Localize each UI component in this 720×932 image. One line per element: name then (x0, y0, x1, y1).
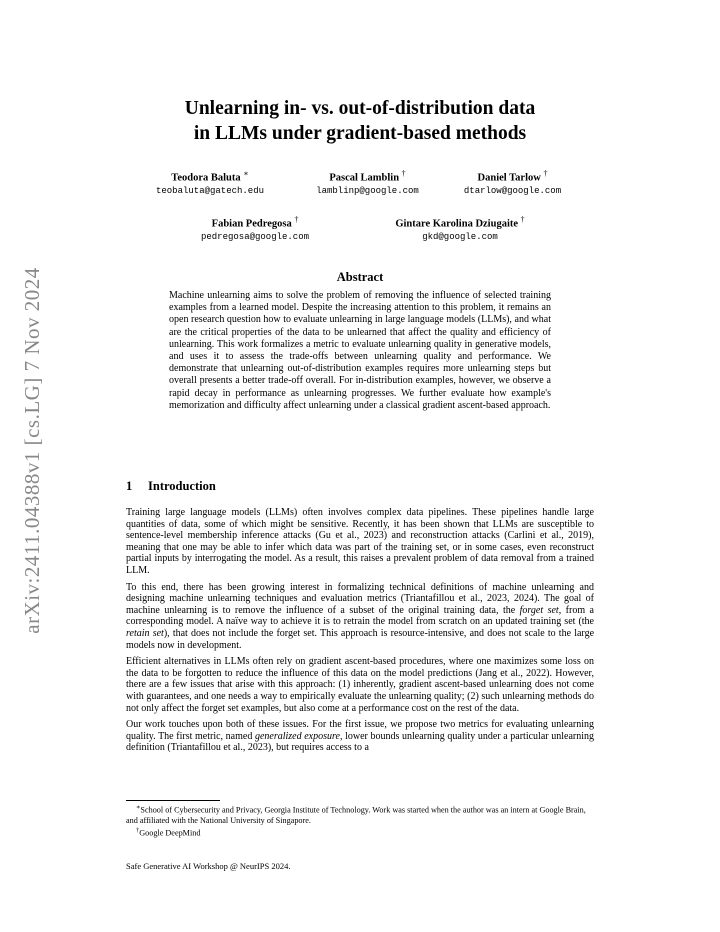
affiliation-mark: † (520, 215, 525, 224)
text-run: To this end, there has been growing interest in formalizing technical definitions of machine unlearning and designing machine unlearning techniques and evaluation metrics (Triantafillou et al., 2023, 2024). The goal of machine unlearning is to remove the influence of a subset of the original training data, the (126, 581, 594, 616)
affiliation-mark: † (543, 169, 548, 178)
author-name: Pascal Lamblin (329, 172, 400, 184)
affiliation-mark: ∗ (243, 169, 249, 178)
text-run: , from a corresponding model. A naïve way to achieve it is to retrain the model from scratch on an updated training set (the (126, 604, 594, 628)
author-name: Teodora Baluta (171, 172, 241, 184)
emphasis-forget-set: forget set (519, 604, 559, 616)
emphasis-retain-set: retain set (126, 627, 164, 639)
author-block (145, 167, 275, 197)
body-paragraph (126, 719, 594, 754)
emphasis-generalized-exposure: generalized exposure (254, 730, 340, 742)
text-run: , lower bounds unlearning quality under a particular unlearning definition (Triantafillou et al., 2023), but requires access to a (126, 730, 594, 754)
author-block (450, 167, 575, 197)
author-name: Fabian Pedregosa (211, 218, 292, 230)
body-text (126, 507, 594, 759)
body-paragraph (126, 507, 594, 577)
section-heading (126, 479, 216, 494)
arxiv-identifier (12, 250, 52, 650)
footnote-mark: ∗ (136, 804, 141, 811)
author-block (375, 213, 545, 243)
abstract-heading: Abstract (336, 270, 384, 284)
venue-footer: Safe Generative AI Workshop @ NeurIPS 2024. (126, 861, 291, 871)
text-run: Training large language models (LLMs) often involves complex data pipelines. These pipelines handle large quantities of data, some of which might be sensitive. Recently, it has been shown that LLMs are susceptible to sentence-level membership inference attacks (Gu et al., 2023) and reconstruction attacks (Carlini et al., 2019), meaning that one may be able to infer which data was part of the training set, or in some cases, even reconstruct partial inputs by interrogating the model. As a result, this raises a prevalent problem of data removal from a trained LLM. (126, 507, 594, 576)
footnote-mark: † (136, 827, 140, 835)
section-title: Introduction (148, 479, 216, 493)
text-run: ), that does not include the forget set. This approach is resource-intensive, and does not scale to the large models now in development. (126, 627, 595, 651)
text-run: Our work touches upon both of these issues. For the first issue, we propose two metrics for evaluating unlearning quality. The first metric, named (126, 719, 594, 742)
author-name: Daniel Tarlow (477, 172, 541, 184)
abstract-text: Machine unlearning aims to solve the problem of removing the influence of selected training examples from a learned model. Despite the increasing attention to this problem, it remains an open research question how to evaluate unlearning in large language models (LLMs), and what are the critical properties of the data to be unlearned that affect the quality and efficiency of unlearning. This work formalizes a metric to evaluate unlearning quality in generative models, and uses it to assess the trade-offs between unlearning quality and performance. We demonstrate that unlearning out-of-distribution examples requires more unlearning steps but overall presents a better trade-off overall. For in-distribution examples, however, we observe a rapid decay in performance as unlearning progresses. We further evaluate how example's memorization and difficulty affect unlearning under a classical gradient ascent-based approach. (169, 290, 551, 411)
author-email[interactable]: gkd@google.com (422, 231, 498, 242)
author-block (185, 213, 325, 243)
arxiv-identifier-text: arXiv:2411.04388v1 [cs.LG] 7 Nov 2024 (19, 266, 44, 634)
body-paragraph (126, 582, 594, 652)
author-email[interactable]: dtarlow@google.com (463, 185, 562, 196)
affiliation-mark: † (401, 169, 406, 178)
paper-title-line-1: Unlearning in- vs. out-of-distribution data (184, 98, 536, 119)
author-block (300, 167, 435, 197)
affiliation-mark: † (294, 215, 299, 224)
author-email[interactable]: lamblinp@google.com (316, 185, 419, 196)
author-email[interactable]: pedregosa@google.com (200, 231, 310, 242)
paper-title (0, 96, 720, 146)
footnote-text: School of Cybersecurity and Privacy, Georgia Institute of Technology. Work was started when the author was an intern at Google Brain, and affiliated with the National University of Singapore. (126, 805, 586, 826)
footnote-text: Google DeepMind (139, 829, 201, 839)
footnote (126, 803, 594, 826)
text-run: Efficient alternatives in LLMs often rely on gradient ascent-based procedures, where one maximizes some loss on the data to be forgotten to reduce the influence of this data on the model predictions (Jang et al., 2022). However, there are a few issues that arise with this approach: (1) inherently, gradient ascent-based unlearning does not come with guarantees, and one needs a way to empirically evaluate the unlearning quality; (2) such unlearning methods do not only affect the forget set examples, but also come at a performance cost on the rest of the data. (126, 656, 594, 714)
footnotes (126, 803, 594, 839)
section-number: 1 (126, 479, 133, 493)
footnote (126, 826, 594, 839)
footnote-divider (126, 800, 220, 801)
author-name: Gintare Karolina Dziugaite (395, 218, 519, 230)
body-paragraph (126, 656, 594, 714)
paper-title-line-2: in LLMs under gradient-based methods (193, 123, 527, 144)
author-email[interactable]: teobaluta@gatech.edu (155, 185, 265, 196)
